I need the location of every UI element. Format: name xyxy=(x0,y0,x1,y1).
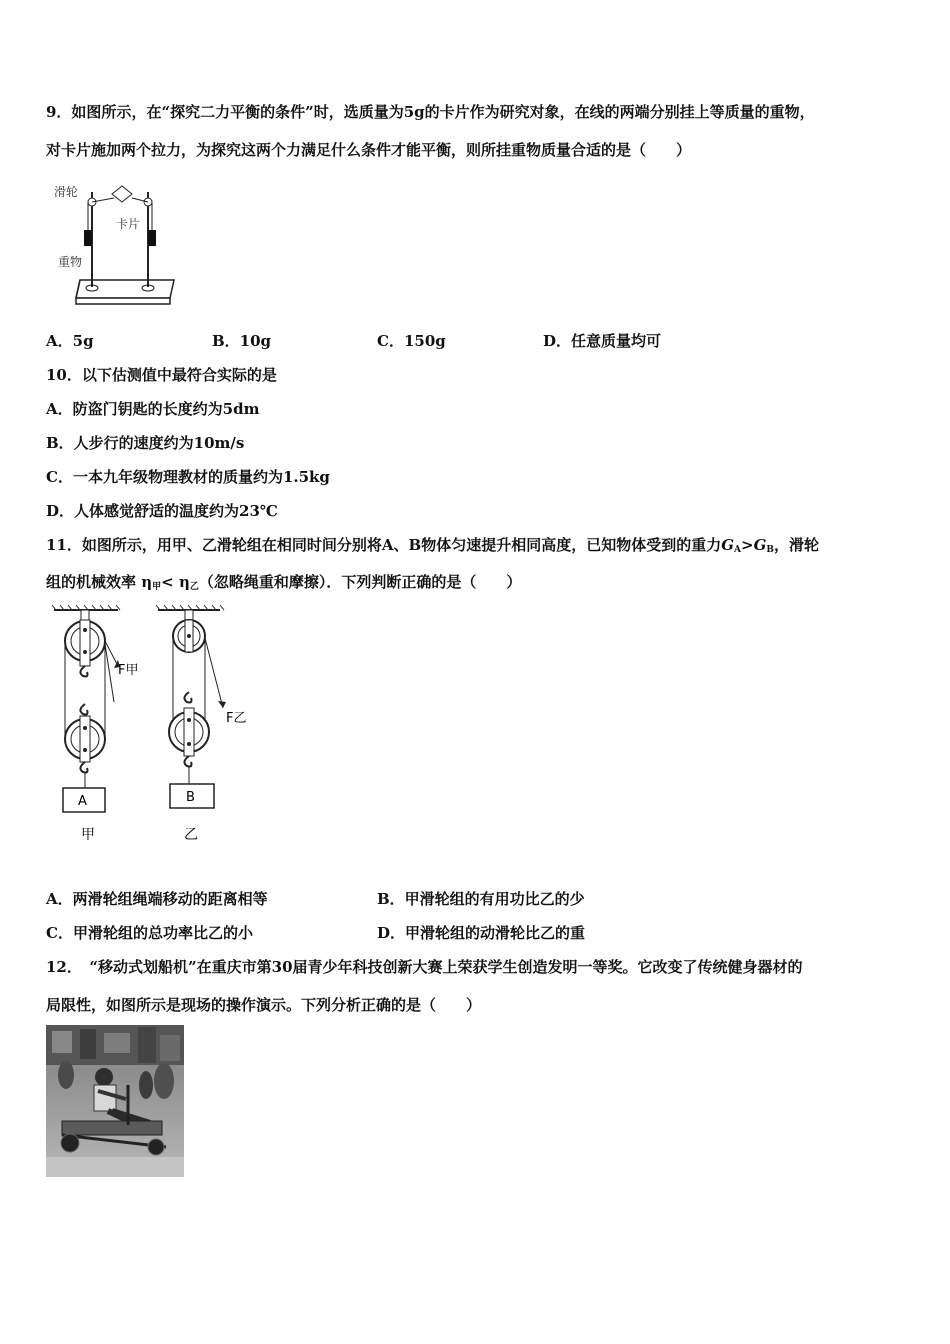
q11-sub-yi: 乙 xyxy=(189,582,199,592)
q9-option-a: A．5g xyxy=(46,332,94,350)
q11-option-d: D．甲滑轮组的动滑轮比乙的重 xyxy=(377,924,586,942)
q9-stem-line-2: 对卡片施加两个拉力，为探究这两个力满足什么条件才能平衡，则所挂重物质量合适的是（ ） xyxy=(46,141,692,159)
pulley-system-yi xyxy=(156,605,246,843)
q10-stem: 10．以下估测值中最符合实际的是 xyxy=(46,366,277,384)
box-b-label: B xyxy=(186,790,195,805)
q11-sub-a: A xyxy=(734,545,741,555)
q12-stem-line-1: 12． “移动式划船机”在重庆市第30届青少年科技创新大赛上荣获学生创造发明一等奖。它改变了传统健身器材的 xyxy=(46,958,803,976)
label-pulley: 滑轮 xyxy=(54,185,79,199)
q10-option-c: C．一本九年级物理教材的质量约为1.5kg xyxy=(46,468,330,486)
q11-option-b: B．甲滑轮组的有用功比乙的少 xyxy=(377,890,585,908)
pulley-system-jia xyxy=(52,605,138,843)
q10-option-d: D．人体感觉舒适的温度约为23℃ xyxy=(46,502,278,520)
name-yi: 乙 xyxy=(184,827,198,843)
q11-option-a: A．两滑轮组绳端移动的距离相等 xyxy=(46,890,268,908)
q10-option-a: A．防盗门钥匙的长度约为5dm xyxy=(46,400,260,418)
q11-symbol-g-a: G xyxy=(721,536,735,554)
q9-option-c: C．150g xyxy=(377,332,446,350)
q11-option-c: C．甲滑轮组的总功率比乙的小 xyxy=(46,924,253,942)
label-weight: 重物 xyxy=(58,255,83,269)
q9-option-d: D．任意质量均可 xyxy=(543,332,662,350)
q12-photo-rowing-machine xyxy=(46,1025,184,1177)
base-board xyxy=(76,280,174,298)
left-weight xyxy=(84,230,92,246)
q10-option-b: B．人步行的速度约为10m/s xyxy=(46,434,245,452)
q11-stem-line-1-text: 11．如图所示，用甲、乙滑轮组在相同时间分别将A、B物体匀速提升相同高度，已知物体受到的重力 xyxy=(46,536,722,554)
q9-stem-line-1: 9．如图所示，在“探究二力平衡的条件”时，选质量为5g的卡片作为研究对象，在线的两端分别挂上等质量的重物， xyxy=(46,103,815,121)
q11-sub-b: B xyxy=(766,545,774,555)
card xyxy=(112,186,132,202)
q9-option-b: B．10g xyxy=(212,332,272,350)
q12-stem-line-2: 局限性，如图所示是现场的操作演示。下列分析正确的是（ ） xyxy=(46,996,482,1014)
q11-figure-pulley-systems xyxy=(48,604,263,854)
q11-gt: > xyxy=(741,536,754,554)
force-jia-label: F甲 xyxy=(118,663,139,678)
name-jia: 甲 xyxy=(81,827,95,843)
label-card: 卡片 xyxy=(116,217,141,231)
q9-figure-card-experiment xyxy=(52,172,182,312)
q11-stem-line-2-text: 组的机械效率 η xyxy=(46,573,153,591)
q11-stem-line-1-tail: ，滑轮 xyxy=(774,536,820,554)
q11-lt: < η xyxy=(161,573,190,591)
box-a-label: A xyxy=(78,794,87,809)
q11-stem-line-2 xyxy=(46,572,521,597)
force-yi-label: F乙 xyxy=(226,711,247,726)
q11-sub-jia: 甲 xyxy=(152,582,162,592)
right-weight xyxy=(148,230,156,246)
q11-stem-line-1 xyxy=(46,535,819,560)
q11-symbol-g-b: G xyxy=(753,536,767,554)
q11-stem-line-2-tail: （忽略绳重和摩擦）．下列判断正确的是（ ） xyxy=(198,573,522,591)
